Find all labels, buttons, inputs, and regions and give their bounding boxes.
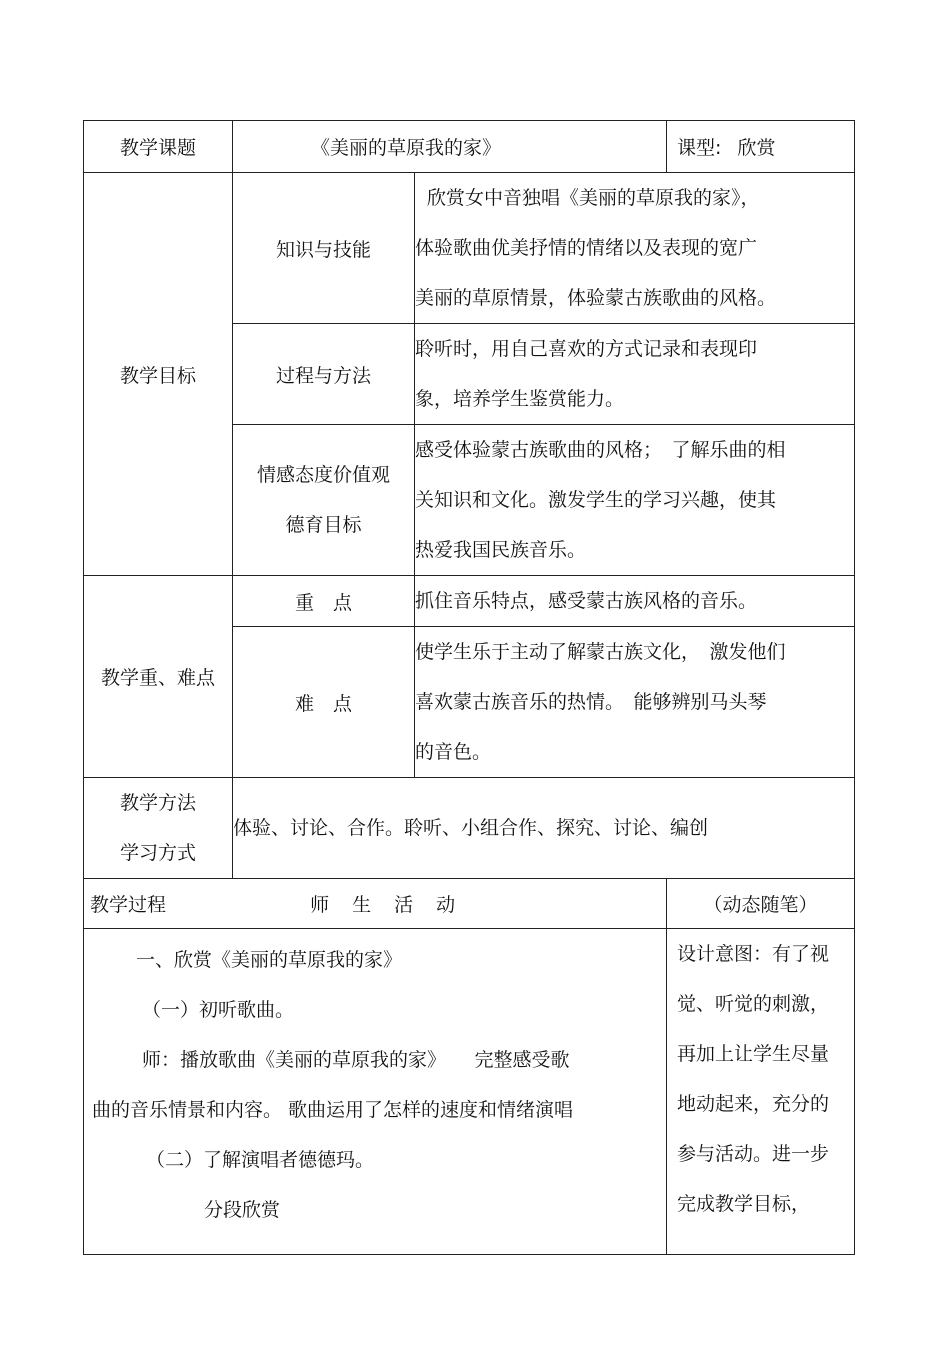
lesson-type-value: 欣赏 (737, 137, 776, 159)
notes-line: 觉、听觉的刺激， (677, 993, 830, 1015)
lesson-type (667, 121, 855, 173)
objective-text-knowledge (415, 173, 855, 324)
lesson-type-label: 课型: (677, 137, 722, 159)
objectives-label: 教学目标 (84, 173, 233, 576)
methods-label-line: 学习方式 (119, 842, 196, 864)
difficulty-line: 的音色。 (415, 741, 492, 763)
objective-name-emotion (233, 425, 415, 576)
objective-line: 关知识和文化。激发学生的学习兴趣，使其 (415, 489, 777, 511)
process-body (84, 929, 667, 1255)
key-points-label: 教学重、难点 (84, 576, 233, 778)
objective-name-line: 德育目标 (285, 514, 362, 536)
topic-value: 《美丽的草原我的家》 (233, 121, 667, 173)
topic-label: 教学课题 (84, 121, 233, 173)
process-line: 一、欣赏《美丽的草原我的家》 (136, 949, 403, 971)
process-line: （二）了解演唱者德德玛。 (146, 1149, 375, 1171)
methods-label-line: 教学方法 (119, 792, 196, 814)
notes-line: 再加上让学生尽量 (677, 1043, 830, 1065)
difficulty-text (415, 627, 855, 778)
methods-label (84, 778, 233, 879)
process-line: （一）初听歌曲。 (142, 999, 295, 1021)
notes-header: （动态随笔） (667, 879, 855, 929)
objective-line: 体验歌曲优美抒情的情绪以及表现的宽广 (415, 237, 758, 259)
objective-line: 热爱我国民族音乐。 (415, 539, 587, 561)
focus-text: 抓住音乐特点，感受蒙古族风格的音乐。 (415, 576, 855, 627)
process-header (84, 879, 667, 929)
methods-text: 体验、讨论、合作。聆听、小组合作、探究、讨论、编创 (233, 778, 855, 879)
objective-name-process: 过程与方法 (233, 324, 415, 425)
objective-line: 欣赏女中音独唱《美丽的草原我的家》， (427, 187, 760, 209)
objective-text-process (415, 324, 855, 425)
objective-line: 美丽的草原情景，体验蒙古族歌曲的风格。 (415, 287, 777, 309)
notes-body (667, 929, 855, 1255)
process-line: 师：播放歌曲《美丽的草原我的家》 完整感受歌 (142, 1049, 570, 1071)
process-label: 教学过程 (90, 894, 167, 916)
process-line: 曲的音乐情景和内容。 歌曲运用了怎样的速度和情绪演唱 (92, 1099, 574, 1121)
difficulty-line: 喜欢蒙古族音乐的热情。 能够辨别马头琴 (415, 691, 767, 713)
process-line: 分段欣赏 (204, 1199, 281, 1221)
notes-line: 地动起来，充分的 (677, 1093, 830, 1115)
objective-line: 聆听时，用自己喜欢的方式记录和表现印 (415, 338, 758, 360)
notes-line: 参与活动。进一步 (677, 1143, 830, 1165)
activity-header: 师 生 活 动 (310, 894, 458, 916)
difficulty-line: 使学生乐于主动了解蒙古族文化， 激发他们 (415, 641, 786, 663)
objective-name-knowledge: 知识与技能 (233, 173, 415, 324)
notes-line: 完成教学目标， (677, 1193, 811, 1215)
lesson-plan-table (83, 120, 855, 1255)
objective-text-emotion (415, 425, 855, 576)
focus-label: 重 点 (233, 576, 415, 627)
objective-line: 象，培养学生鉴赏能力。 (415, 388, 625, 410)
objective-line: 感受体验蒙古族歌曲的风格； 了解乐曲的相 (415, 439, 786, 461)
objective-name-line: 情感态度价值观 (256, 464, 390, 486)
notes-line: 设计意图：有了视 (677, 943, 830, 965)
difficulty-label: 难 点 (233, 627, 415, 778)
